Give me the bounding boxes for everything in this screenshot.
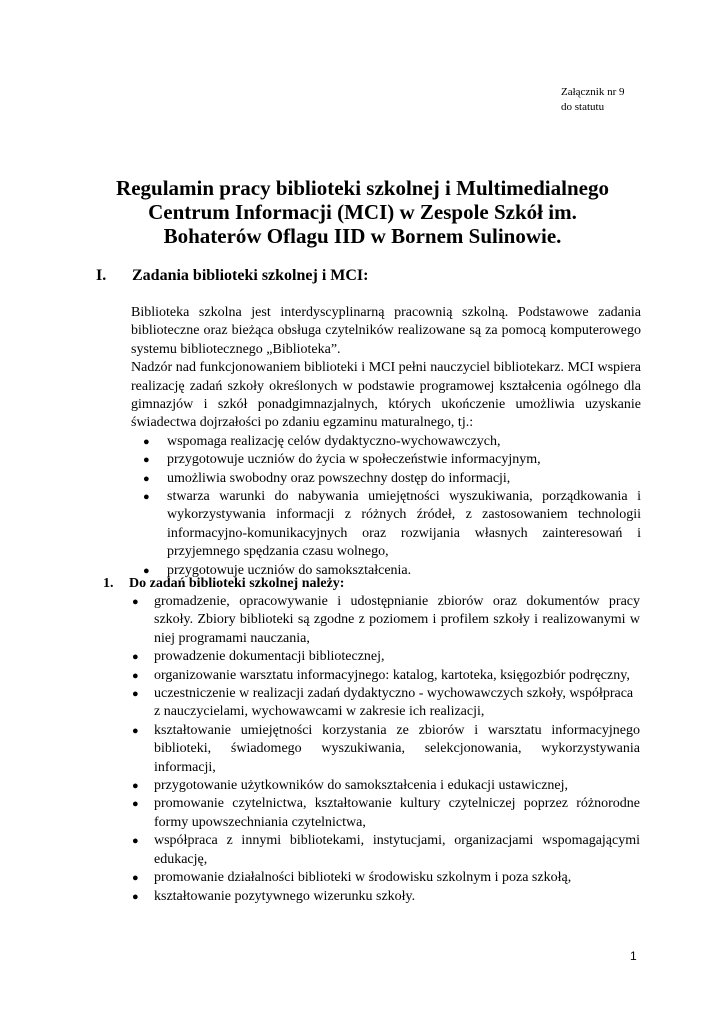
list-item-text: przygotowuje uczniów do życia w społeczeństwie informacyjnym, <box>167 452 541 468</box>
list-item <box>131 470 641 488</box>
list-item-text: prowadzenie dokumentacji bibliotecznej, <box>154 649 385 665</box>
title-line-1: Regulamin pracy biblioteki szkolnej i Multimedialnego <box>116 176 609 200</box>
list-item-text: gromadzenie, opracowywanie i udostępnianie zbiorów oraz dokumentów pracy szkoły. Zbiory biblioteki są zgodne z poziomem i profilem szkoły i realizowanymi w niej programami nauczania, <box>154 594 640 646</box>
list-item-text: współpraca z innymi bibliotekami, instytucjami, organizacjami wspomagającymi edukację, <box>154 833 640 867</box>
title-line-3: Bohaterów Oflagu IID w Bornem Sulinowie. <box>163 224 562 248</box>
document-title <box>60 176 665 248</box>
list-item <box>130 593 640 648</box>
intro-paragraph-1: Biblioteka szkolna jest interdyscyplinarną pracownią szkolną. Podstawowe zadania biblioteczne oraz bieżąca obsługa czytelników realizowane są za pomocą komputerowego systemu bibliotecznego „Biblioteka”. <box>131 305 641 357</box>
bullet-icon: ● <box>132 872 139 885</box>
list-item <box>130 795 640 832</box>
list-item-text: organizowanie warsztatu informacyjnego: katalog, kartoteka, księgozbiór podręczny, <box>154 667 630 683</box>
list-item <box>130 685 640 722</box>
annex-line-2: do statutu <box>561 101 605 113</box>
list-item-text: wspomaga realizację celów dydaktyczno-wychowawczych, <box>167 433 501 449</box>
list-item <box>131 488 641 562</box>
list-item <box>130 869 640 887</box>
bullet-icon: ● <box>132 890 139 903</box>
subsection-number: 1. <box>103 576 114 591</box>
annex-note <box>561 85 625 115</box>
list-item-text: umożliwia swobodny oraz powszechny dostęp do informacji, <box>167 470 511 486</box>
bullet-icon: ● <box>143 564 150 577</box>
bullet-icon: ● <box>143 491 150 504</box>
list-item <box>131 451 641 469</box>
bullet-icon: ● <box>143 454 150 467</box>
section-intro <box>131 304 641 580</box>
intro-bullet-list <box>131 433 641 580</box>
list-item-text: promowanie działalności biblioteki w środowisku szkolnym i poza szkołą, <box>154 870 572 886</box>
list-item-text: kształtowanie pozytywnego wizerunku szkoły. <box>154 888 416 904</box>
list-item <box>130 667 640 685</box>
list-item <box>131 433 641 451</box>
page-number: 1 <box>630 949 637 963</box>
list-item <box>130 722 640 777</box>
intro-paragraph-2: Nadzór nad funkcjonowaniem biblioteki i MCI pełni nauczyciel bibliotekarz. MCI wspiera realizację zadań szkoły określonych w podstawie programowej kształcenia ogólnego dla gimnazjów i szkół ponadgimnazjalnych, których ukończenie umożliwia uzyskanie świadectwa dojrzałości po zdaniu egzaminu maturalnego, tj.: <box>131 360 641 431</box>
list-item-text: kształtowanie umiejętności korzystania ze zbiorów i warsztatu informacyjnego biblioteki, świadomego wyszukiwania, selekcjonowania, wykorzystywania informacji, <box>154 722 640 775</box>
bullet-icon: ● <box>143 435 150 448</box>
subsection-title: Do zadań biblioteki szkolnej należy: <box>129 576 345 591</box>
bullet-icon: ● <box>132 780 139 793</box>
section-title: Zadania biblioteki szkolnej i MCI: <box>132 267 369 284</box>
list-item <box>130 777 640 795</box>
list-item <box>130 888 640 906</box>
bullet-icon: ● <box>132 688 139 701</box>
list-item <box>130 648 640 666</box>
list-item-text: przygotowanie użytkowników do samokształcenia i edukacji ustawicznej, <box>154 778 569 794</box>
tasks-list-block <box>130 593 640 906</box>
bullet-icon: ● <box>132 724 139 737</box>
list-item-continuation: z nauczycielami, wychowawcami w zakresie ich realizacji, <box>154 704 485 720</box>
list-item-text: promowanie czytelnictwa, kształtowanie kultury czytelniczej poprzez różnorodne formy upowszechniania czytelnictwa, <box>154 796 640 830</box>
list-item-text: uczestniczenie w realizacji zadań dydaktyczno - wychowawczych szkoły, współpraca <box>154 686 634 702</box>
subsection-heading <box>103 575 344 593</box>
bullet-icon: ● <box>132 798 139 811</box>
title-line-2: Centrum Informacji (MCI) w Zespole Szkół im. <box>148 200 577 224</box>
list-item <box>130 832 640 869</box>
section-heading <box>96 266 368 286</box>
bullet-icon: ● <box>132 651 139 664</box>
bullet-icon: ● <box>132 669 139 682</box>
list-item-text: przygotowuje uczniów do samokształcenia. <box>167 562 412 578</box>
annex-line-1: Załącznik nr 9 <box>561 86 625 98</box>
bullet-icon: ● <box>143 472 150 485</box>
tasks-bullet-list <box>130 593 640 906</box>
section-number: I. <box>96 267 107 284</box>
list-item-text: stwarza warunki do nabywania umiejętności wyszukiwania, porządkowania i wykorzystywania informacji z różnych źródeł, z zastosowaniem technologii informacyjno-komunikacyjnych oraz rozwijania własnych zainteresowań i przyjemnego spędzania czasu wolnego, <box>167 489 641 560</box>
bullet-icon: ● <box>132 596 139 608</box>
bullet-icon: ● <box>132 835 139 848</box>
